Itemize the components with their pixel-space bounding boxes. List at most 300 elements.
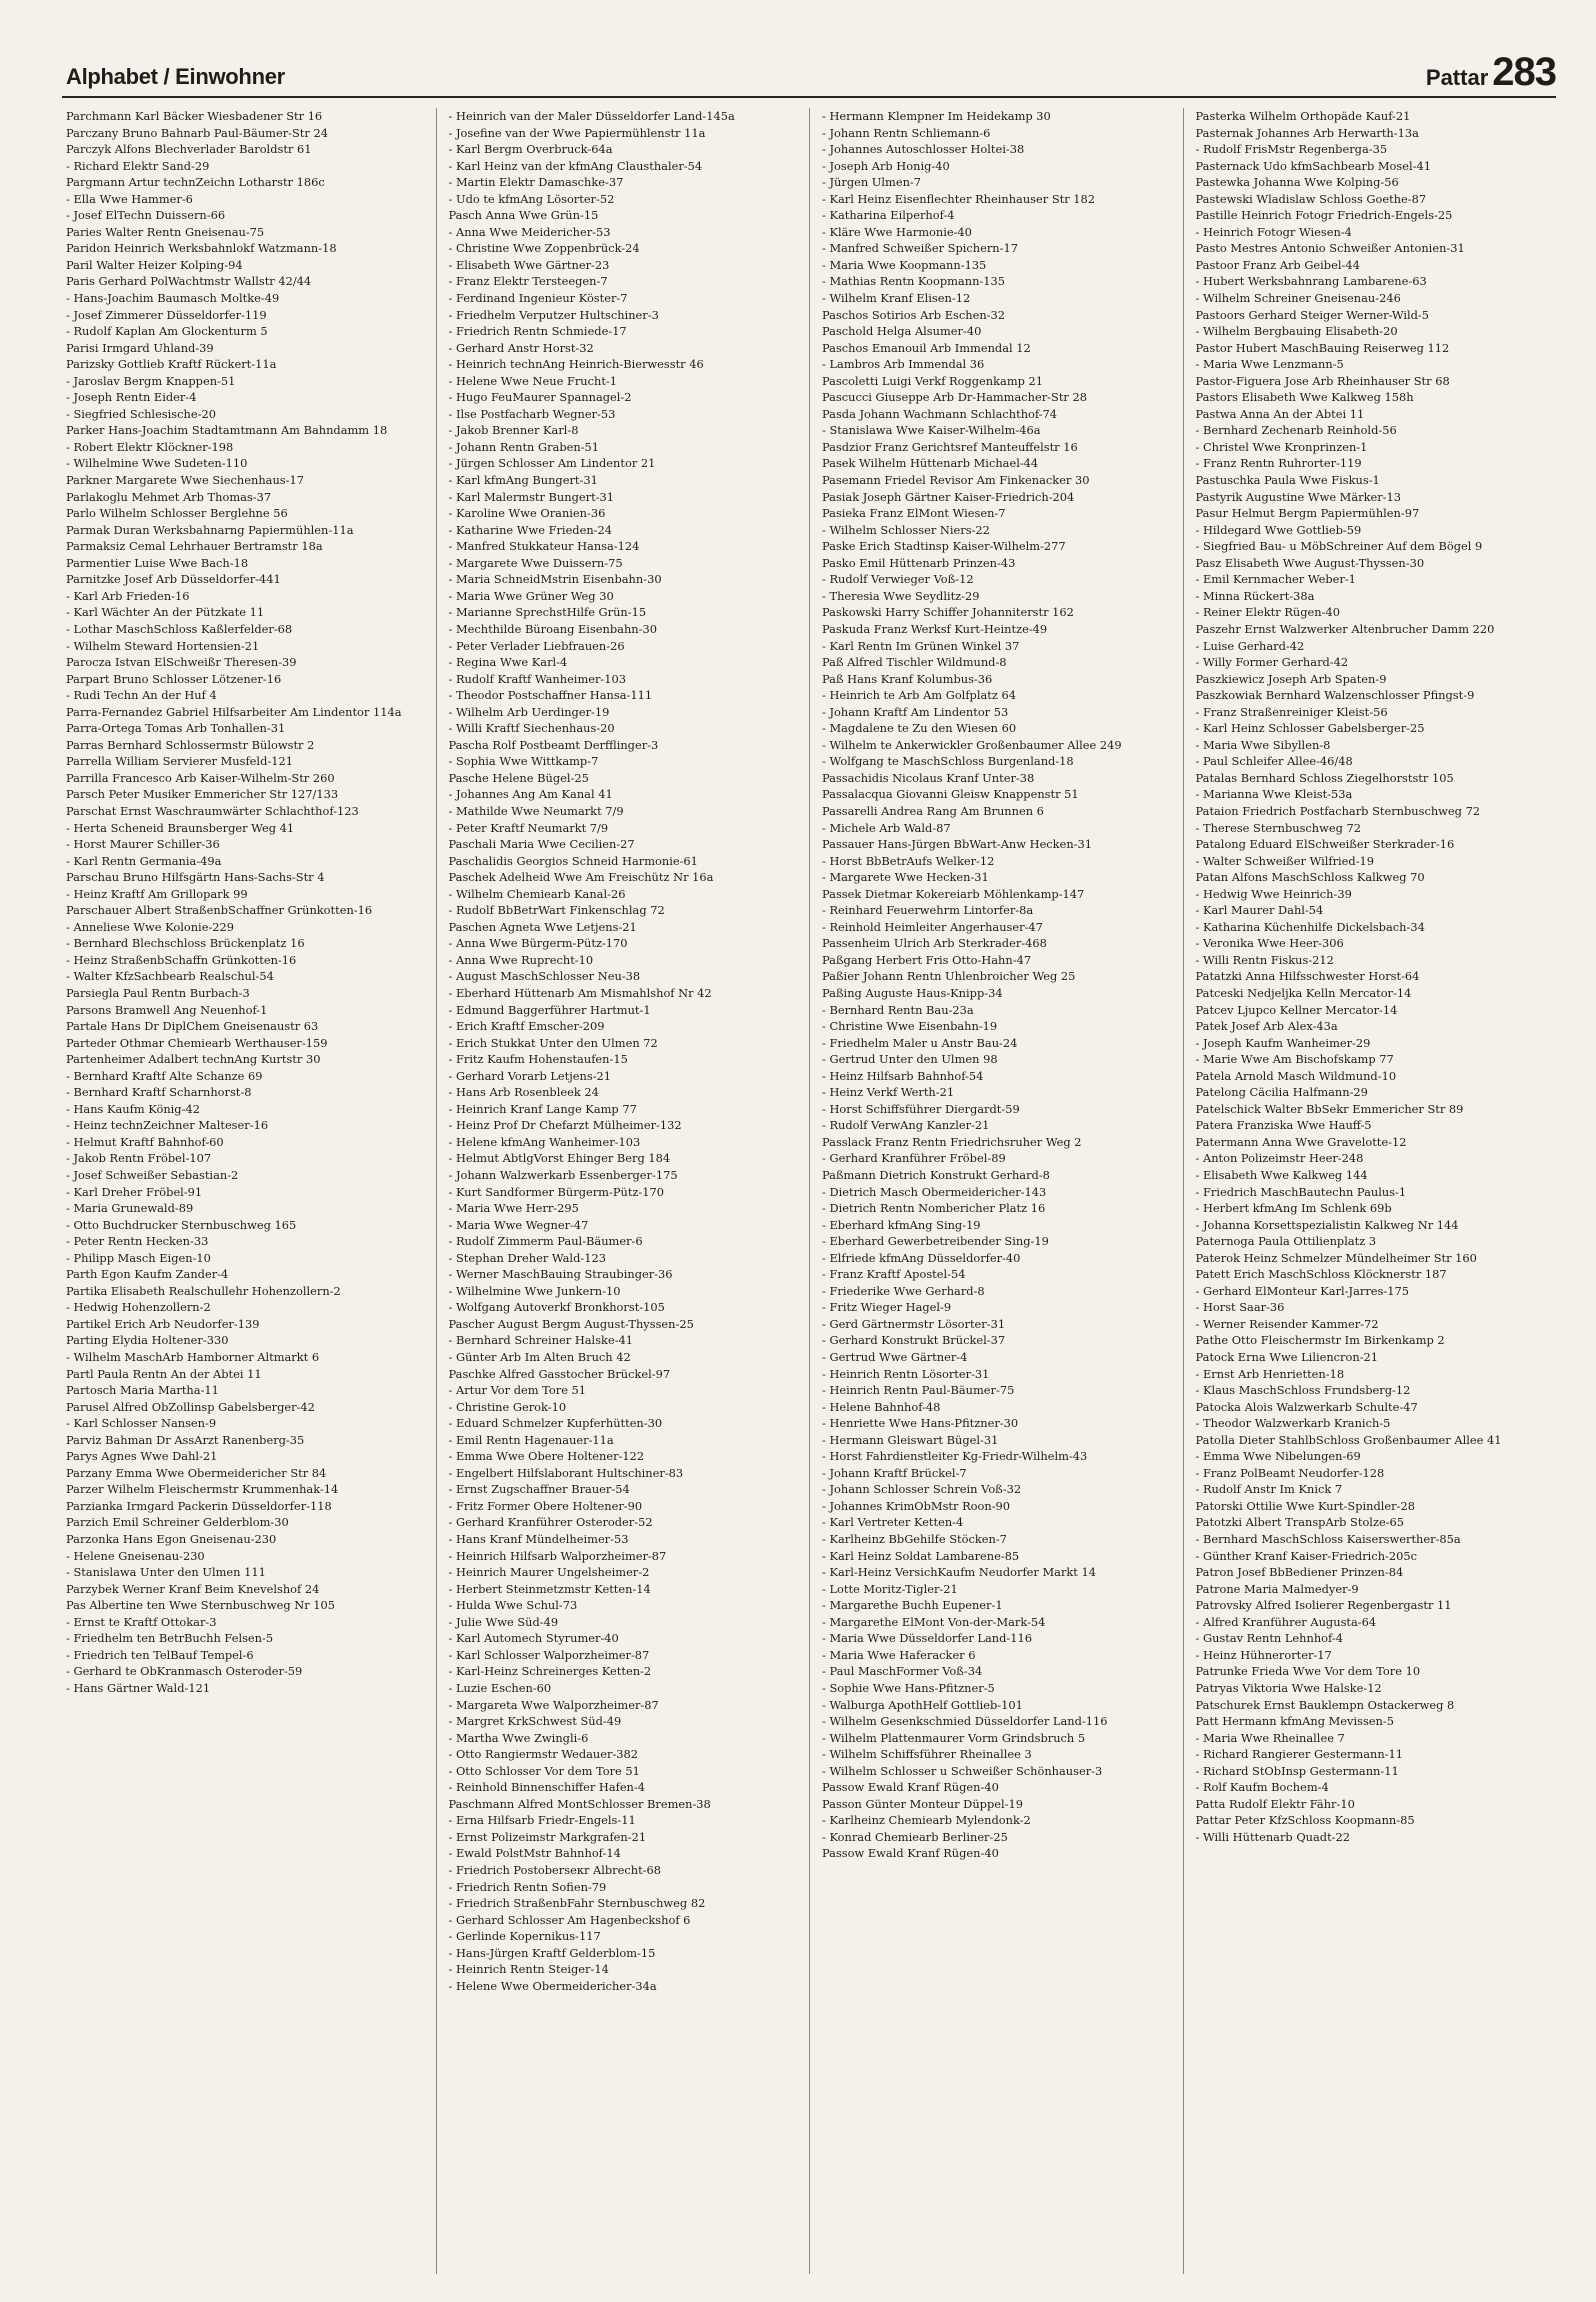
directory-entry: - Heinrich Maurer Ungelsheimer-2 (448, 1565, 650, 1580)
directory-entry: - Marie Wwe Am Bischofskamp 77 (1195, 1052, 1394, 1067)
directory-entry: - Elisabeth Wwe Gärtner-23 (448, 257, 610, 272)
directory-entry: Patotzki Albert TranspArb Stolze-65 (1195, 1515, 1405, 1530)
directory-entry: - Eberhard Hüttenarb Am Mismahlshof Nr 42 (448, 985, 712, 1000)
directory-entry: Pasemann Friedel Revisor Am Finkenacker 30 (822, 473, 1090, 488)
directory-entry: Pastille Heinrich Fotogr Friedrich-Engels-25 (1195, 208, 1453, 223)
directory-entry: - Christine Wwe Zoppenbrück-24 (448, 241, 640, 256)
directory-entry: - Katharina Küchenhilfe Dickelsbach-34 (1195, 919, 1425, 934)
directory-entry: Paske Erich Stadtinsp Kaiser-Wilhelm-277 (822, 539, 1066, 554)
directory-entry: Parusel Alfred ObZollinsp Gabelsberger-42 (66, 1399, 315, 1414)
directory-entry: - Horst Fahrdienstleiter Kg-Friedr-Wilhelm-43 (822, 1449, 1088, 1464)
directory-entry: - Theodor Walzwerkarb Kranich-5 (1195, 1416, 1391, 1431)
directory-entry: Patschurek Ernst Bauklempn Ostackerweg 8 (1195, 1697, 1455, 1712)
directory-entry: - Horst Saar-36 (1195, 1300, 1285, 1315)
directory-entry: - Heinz Kraftf Am Grillopark 99 (66, 886, 248, 901)
directory-entry: Parschau Bruno Hilfsgärtn Hans-Sachs-Str 4 (66, 870, 325, 885)
directory-entry: - Alfred Kranführer Augusta-64 (1195, 1614, 1377, 1629)
directory-entry: Pasiak Joseph Gärtner Kaiser-Friedrich-204 (822, 489, 1075, 504)
directory-entry: Parzybek Werner Kranf Beim Knevelshof 24 (66, 1581, 320, 1596)
directory-entry: Paßier Johann Rentn Uhlenbroicher Weg 25 (822, 969, 1076, 984)
directory-entry: - Heinrich Kranf Lange Kamp 77 (448, 1101, 637, 1116)
directory-entry: - Margareta Wwe Walporzheimer-87 (448, 1697, 659, 1712)
directory-entry: Pascha Rolf Postbeamt Derfflinger-3 (448, 737, 659, 752)
directory-entry: Pastewka Johanna Wwe Kolping-56 (1195, 175, 1399, 190)
directory-entry: - Reinhold Heimleiter Angerhauser-47 (822, 919, 1043, 934)
directory-entry: - Wilhelm Chemiearb Kanal-26 (448, 886, 626, 901)
directory-entry: Passon Günter Monteur Düppel-19 (822, 1796, 1023, 1811)
directory-entry: - Luise Gerhard-42 (1195, 638, 1305, 653)
directory-entry: - Gerhard Konstrukt Brückel-37 (822, 1333, 1006, 1348)
directory-entry: - Johann Kraftf Am Lindentor 53 (822, 704, 1009, 719)
directory-entry: - Stephan Dreher Wald-123 (448, 1250, 606, 1265)
directory-entry: - Maria Grunewald-89 (66, 1201, 194, 1216)
directory-entry: - Maria Wwe Lenzmann-5 (1195, 357, 1344, 372)
directory-entry: Pastoor Franz Arb Geibel-44 (1195, 257, 1360, 272)
directory-entry: - Wilhelm Steward Hortensien-21 (66, 638, 260, 653)
directory-entry: Paszehr Ernst Walzwerker Altenbrucher Damm 220 (1195, 621, 1495, 636)
directory-entry: - Helmut Kraftf Bahnhof-60 (66, 1134, 224, 1149)
directory-entry: - August MaschSchlosser Neu-38 (448, 969, 641, 984)
directory-entry: Parra-Fernandez Gabriel Hilfsarbeiter Am Lindentor 114a (66, 704, 402, 719)
directory-entry: Paridon Heinrich Werksbahnlokf Watzmann-18 (66, 241, 337, 256)
directory-entry: - Walter Schweißer Wilfried-19 (1195, 853, 1375, 868)
directory-entry: Pastwa Anna An der Abtei 11 (1195, 406, 1365, 421)
running-head-name: Pattar (1425, 65, 1489, 90)
directory-entry: - Hans Kranf Mündelheimer-53 (448, 1532, 629, 1547)
directory-entry: - Heinz Hühnerorter-17 (1195, 1647, 1332, 1662)
directory-entry: Pascucci Giuseppe Arb Dr-Hammacher-Str 28 (822, 390, 1087, 405)
directory-entry: Passow Ewald Kranf Rügen-40 (822, 1780, 999, 1795)
directory-entry: Paschold Helga Alsumer-40 (822, 324, 982, 339)
directory-entry: - Hans-Joachim Baumasch Moltke-49 (66, 291, 280, 306)
directory-entry: Pasz Elisabeth Wwe August-Thyssen-30 (1195, 555, 1425, 570)
directory-entry: - Konrad Chemiearb Berliner-25 (822, 1829, 1008, 1844)
page-header-right (1426, 50, 1556, 95)
header-rule (62, 96, 1556, 98)
directory-entry: Paschali Maria Wwe Cecilien-27 (448, 837, 635, 852)
directory-entry: - Ernst te Kraftf Ottokar-3 (66, 1614, 217, 1629)
directory-entry: - Helmut AbtlgVorst Ehinger Berg 184 (448, 1151, 671, 1166)
directory-entry: Parmentier Luise Wwe Bach-18 (66, 555, 249, 570)
directory-entry: - Bernhard Zechenarb Reinhold-56 (1195, 423, 1397, 438)
directory-entry: Patan Alfons MaschSchloss Kalkweg 70 (1195, 870, 1425, 885)
directory-entry: - Johannes Autoschlosser Holtei-38 (822, 142, 1025, 157)
directory-entry: Pastoors Gerhard Steiger Werner-Wild-5 (1195, 307, 1430, 322)
directory-entry: - Stanislawa Wwe Kaiser-Wilhelm-46a (822, 423, 1041, 438)
directory-entry: - Wilhelm Schiffsführer Rheinallee 3 (822, 1747, 1032, 1762)
directory-entry: Parys Agnes Wwe Dahl-21 (66, 1449, 218, 1464)
directory-entry: - Helene Gneisenau-230 (66, 1548, 205, 1563)
directory-entry: - Katharine Wwe Frieden-24 (448, 522, 613, 537)
directory-entry: - Heinrich Hilfsarb Walporzheimer-87 (448, 1548, 667, 1563)
directory-entry: - Horst BbBetrAufs Welker-12 (822, 853, 995, 868)
directory-entry: - Mathilde Wwe Neumarkt 7/9 (448, 803, 624, 818)
directory-columns (62, 108, 1556, 2274)
directory-entry: - Anton Polizeimstr Heer-248 (1195, 1151, 1364, 1166)
directory-entry: - Karl kfmAng Bungert-31 (448, 473, 598, 488)
directory-entry: Patta Rudolf Elektr Fähr-10 (1195, 1796, 1355, 1811)
directory-entry: - Wilhelm Schlosser u Schweißer Schönhauser-3 (822, 1763, 1103, 1778)
section-title: Alphabet / Einwohner (66, 64, 285, 89)
directory-entry: Parviz Bahman Dr AssArzt Ranenberg-35 (66, 1432, 305, 1447)
directory-entry: Patt Hermann kfmAng Mevissen-5 (1195, 1714, 1394, 1729)
directory-entry: - Wilhelmine Wwe Sudeten-110 (66, 456, 248, 471)
directory-entry: - Herta Scheneid Braunsberger Weg 41 (66, 820, 295, 835)
directory-entry: - Wilhelm Gesenkschmied Düsseldorfer Land-116 (822, 1714, 1108, 1729)
directory-entry: - Bernhard Schreiner Halske-41 (448, 1333, 634, 1348)
directory-entry: - Udo te kfmAng Lösorter-52 (448, 191, 615, 206)
directory-entry: - Lothar MaschSchloss Kaßlerfelder-68 (66, 621, 293, 636)
directory-entry: - Karl Schlosser Nansen-9 (66, 1416, 217, 1431)
directory-entry: - Karl Rentn Germania-49a (66, 853, 222, 868)
directory-entry: - Willy Former Gerhard-42 (1195, 655, 1349, 670)
directory-entry: - Willi Rentn Fiskus-212 (1195, 952, 1334, 967)
directory-entry: Parpart Bruno Schlosser Lötzener-16 (66, 671, 282, 686)
directory-entry: Pasto Mestres Antonio Schweißer Antonien-31 (1195, 241, 1465, 256)
directory-entry: Passarelli Andrea Rang Am Brunnen 6 (822, 803, 1044, 818)
directory-entry: - Maria Wwe Koopmann-135 (822, 257, 987, 272)
directory-entry: Patrunke Frieda Wwe Vor dem Tore 10 (1195, 1664, 1421, 1679)
directory-entry: - Jürgen Schlosser Am Lindentor 21 (448, 456, 656, 471)
directory-entry: - Lambros Arb Immendal 36 (822, 357, 985, 372)
directory-entry: Parras Bernhard Schlossermstr Bülowstr 2 (66, 737, 315, 752)
directory-entry: - Ernst Arb Henrietten-18 (1195, 1366, 1345, 1381)
directory-entry: - Engelbert Hilfslaborant Hultschiner-83 (448, 1465, 684, 1480)
directory-entry: - Edmund Baggerführer Hartmut-1 (448, 1002, 651, 1017)
directory-entry: - Wilhelm Plattenmaurer Vorm Grindsbruch 5 (822, 1730, 1086, 1745)
directory-entry: Paß Hans Kranf Kolumbus-36 (822, 671, 993, 686)
directory-entry: - Margret KrkSchwest Süd-49 (448, 1714, 622, 1729)
directory-entry: Pargmann Artur technZeichn Lotharstr 186c (66, 175, 325, 190)
directory-entry: - Gerhard Vorarb Letjens-21 (448, 1068, 612, 1083)
directory-entry: Partikel Erich Arb Neudorfer-139 (66, 1316, 260, 1331)
directory-entry: - Sophia Wwe Wittkamp-7 (448, 754, 599, 769)
directory-entry: Parsons Bramwell Ang Neuenhof-1 (66, 1002, 268, 1017)
directory-entry: - Heinrich Fotogr Wiesen-4 (1195, 224, 1352, 239)
directory-entry: Pattar Peter KfzSchloss Koopmann-85 (1195, 1813, 1415, 1828)
directory-entry: Patelong Cäcilia Halfmann-29 (1195, 1085, 1368, 1100)
directory-entry: - Karl Wächter An der Pützkate 11 (66, 605, 265, 620)
directory-entry: - Eduard Schmelzer Kupferhütten-30 (448, 1416, 663, 1431)
directory-entry: - Emma Wwe Obere Holtener-122 (448, 1449, 645, 1464)
directory-entry: Parsch Peter Musiker Emmericher Str 127/133 (66, 787, 339, 802)
directory-entry: - Otto Buchdrucker Sternbuschweg 165 (66, 1217, 297, 1232)
directory-entry: - Joseph Arb Honig-40 (822, 158, 950, 173)
directory-entry: - Karl Heinz Soldat Lambarene-85 (822, 1548, 1020, 1563)
directory-entry: - Eberhard Gewerbetreibender Sing-19 (822, 1234, 1049, 1249)
directory-entry: - Bernhard Kraftf Alte Schanze 69 (66, 1068, 263, 1083)
directory-entry: - Josef Schweißer Sebastian-2 (66, 1168, 239, 1182)
directory-entry: Parzianka Irmgard Packerin Düsseldorfer-118 (66, 1498, 332, 1513)
directory-entry: - Karl Dreher Fröbel-91 (66, 1184, 203, 1199)
directory-entry: - Reinhold Binnenschiffer Hafen-4 (448, 1780, 645, 1795)
directory-entry: Patocka Alois Walzwerkarb Schulte-47 (1195, 1399, 1418, 1414)
directory-entry: Passalacqua Giovanni Gleisw Knappenstr 51 (822, 787, 1079, 802)
directory-entry: - Jürgen Ulmen-7 (822, 175, 922, 190)
directory-entry: - Walter KfzSachbearb Realschul-54 (66, 969, 274, 984)
directory-entry: Patelschick Walter BbSekr Emmericher Str 89 (1195, 1101, 1464, 1116)
directory-entry: - Rudolf Anstr Im Knick 7 (1195, 1482, 1343, 1497)
directory-entry: Paterok Heinz Schmelzer Mündelheimer Str 160 (1195, 1250, 1477, 1265)
directory-entry: - Franz Rentn Ruhrorter-119 (1195, 456, 1362, 471)
directory-entry: - Wilhelm Kranf Elisen-12 (822, 291, 971, 306)
directory-entry: - Magdalene te Zu den Wiesen 60 (822, 721, 1017, 736)
directory-entry: Parra-Ortega Tomas Arb Tonhallen-31 (66, 721, 286, 736)
directory-entry: Parmaksiz Cemal Lehrhauer Bertramstr 18a (66, 539, 323, 554)
directory-entry: - Fritz Wieger Hagel-9 (822, 1300, 952, 1315)
directory-entry: Parsiegla Paul Rentn Burbach-3 (66, 985, 250, 1000)
directory-entry: - Johann Rentn Graben-51 (448, 439, 600, 454)
directory-entry: Patalong Eduard ElSchweißer Sterkrader-16 (1195, 837, 1455, 852)
directory-entry: - Otto Schlosser Vor dem Tore 51 (448, 1763, 640, 1778)
directory-entry: Patrone Maria Malmedyer-9 (1195, 1581, 1359, 1596)
directory-entry: Paszkowiak Bernhard Walzenschlosser Pfingst-9 (1195, 688, 1475, 703)
directory-entry: Parrella William Servierer Musfeld-121 (66, 754, 293, 769)
directory-entry: - Wolfgang Autoverkf Bronkhorst-105 (448, 1300, 665, 1315)
directory-entry: - Johannes KrimObMstr Roon-90 (822, 1498, 1011, 1513)
directory-entry: - Karl Rentn Im Grünen Winkel 37 (822, 638, 1020, 653)
directory-entry: Pastyrik Augustine Wwe Märker-13 (1195, 489, 1402, 504)
directory-entry: - Joseph Kaufm Wanheimer-29 (1195, 1035, 1371, 1050)
directory-entry: Pastor-Figuera Jose Arb Rheinhauser Str 68 (1195, 373, 1450, 388)
directory-entry: Passlack Franz Rentn Friedrichsruher Weg 2 (822, 1134, 1082, 1149)
directory-entry: - Ferdinand Ingenieur Köster-7 (448, 291, 628, 306)
directory-entry: Parkner Margarete Wwe Siechenhaus-17 (66, 473, 304, 488)
directory-entry: - Josef Zimmerer Düsseldorfer-119 (66, 307, 267, 322)
directory-entry: Paris Gerhard PolWachtmstr Wallstr 42/44 (66, 274, 312, 289)
directory-entry: Passenheim Ulrich Arb Sterkrader-468 (822, 936, 1047, 951)
directory-entry: - Rudolf FrisMstr Regenberga-35 (1195, 142, 1388, 157)
directory-entry: - Helene Bahnhof-48 (822, 1399, 941, 1414)
directory-entry: - Franz Kraftf Apostel-54 (822, 1267, 966, 1282)
directory-entry: - Karl Vertreter Ketten-4 (822, 1515, 964, 1530)
directory-entry: - Sophie Wwe Hans-Pfitzner-5 (822, 1680, 995, 1695)
directory-entry: - Karl Bergm Overbruck-64a (448, 142, 613, 157)
directory-entry: - Heinrich Rentn Lösorter-31 (822, 1366, 990, 1381)
directory-entry: Patela Arnold Masch Wildmund-10 (1195, 1068, 1397, 1083)
directory-entry: - Jaroslav Bergm Knappen-51 (66, 373, 236, 388)
directory-entry: Parteder Othmar Chemiearb Werthauser-159 (66, 1035, 328, 1050)
directory-entry: - Maria Wwe Rheinallee 7 (1195, 1730, 1345, 1745)
directory-entry: - Karl Arb Frieden-16 (66, 588, 190, 603)
directory-entry: Patalas Bernhard Schloss Ziegelhorststr 105 (1195, 770, 1454, 785)
directory-entry: - Eberhard kfmAng Sing-19 (822, 1217, 981, 1232)
directory-entry: - Theresia Wwe Seydlitz-29 (822, 588, 980, 603)
directory-entry: Parmak Duran Werksbahnarng Papiermühlen-11a (66, 522, 354, 537)
directory-entry: - Minna Rückert-38a (1195, 588, 1315, 603)
directory-entry: - Ernst Polizeimstr Markgrafen-21 (448, 1829, 647, 1844)
directory-entry: - Anna Wwe Bürgerm-Pütz-170 (448, 936, 628, 951)
directory-entry: - Bernhard Blechschloss Brückenplatz 16 (66, 936, 305, 951)
directory-entry: Patolla Dieter StahlbSchloss Großenbaumer Allee 41 (1195, 1432, 1502, 1447)
directory-entry: - Jakob Rentn Fröbel-107 (66, 1151, 212, 1166)
directory-entry: Paschke Alfred Gasstocher Brückel-97 (448, 1366, 671, 1381)
directory-entry: - Joseph Rentn Eider-4 (66, 390, 197, 405)
directory-entry: - Paul MaschFormer Voß-34 (822, 1664, 983, 1679)
directory-entry: - Siegfried Schlesische-20 (66, 406, 216, 421)
directory-entry: Pasek Wilhelm Hüttenarb Michael-44 (822, 456, 1039, 471)
directory-entry: - Karl-Heinz VersichKaufm Neudorfer Markt 14 (822, 1565, 1096, 1580)
directory-entry: - Karl Maurer Dahl-54 (1195, 903, 1324, 918)
directory-entry: - Helene kfmAng Wanheimer-103 (448, 1134, 641, 1149)
directory-entry: Pasieka Franz ElMont Wiesen-7 (822, 506, 1006, 521)
directory-entry: Pasternack Udo kfmSachbearb Mosel-41 (1195, 158, 1431, 173)
directory-entry: - Paul Schleifer Allee-46/48 (1195, 754, 1353, 769)
directory-entry: - Lotte Moritz-Tigler-21 (822, 1581, 958, 1596)
directory-entry: - Gerhard Kranführer Fröbel-89 (822, 1151, 1006, 1166)
directory-entry: Paschalidis Georgios Schneid Harmonie-61 (448, 853, 698, 868)
directory-entry: Pasdzior Franz Gerichtsref Manteuffelstr 16 (822, 439, 1078, 454)
directory-entry: Parlakoglu Mehmet Arb Thomas-37 (66, 489, 272, 504)
directory-entry: - Gustav Rentn Lehnhof-4 (1195, 1631, 1343, 1646)
directory-entry: Pastuschka Paula Wwe Fiskus-1 (1195, 473, 1380, 488)
directory-entry: Patek Josef Arb Alex-43a (1195, 1019, 1338, 1034)
directory-entry: - Stanislawa Unter den Ulmen 111 (66, 1565, 266, 1580)
directory-entry: - Emil Kernmacher Weber-1 (1195, 572, 1356, 587)
directory-entry: - Gerhard ElMonteur Karl-Jarres-175 (1195, 1283, 1409, 1298)
directory-entry: - Josefine van der Wwe Papiermühlenstr 11a (448, 125, 706, 140)
directory-entry: Parczyk Alfons Blechverlader Baroldstr 61 (66, 142, 312, 157)
directory-entry: Parth Egon Kaufm Zander-4 (66, 1267, 229, 1282)
directory-entry: - Rudolf Verwieger Voß-12 (822, 572, 974, 587)
directory-entry: - Veronika Wwe Heer-306 (1195, 936, 1344, 951)
directory-entry: - Wilhelm Schlosser Niers-22 (822, 522, 990, 537)
directory-entry: - Rudolf BbBetrWart Finkenschlag 72 (448, 903, 665, 918)
directory-entry: Parizsky Gottlieb Kraftf Rückert-11a (66, 357, 277, 372)
directory-entry: - Erna Hilfsarb Friedr-Engels-11 (448, 1813, 636, 1828)
directory-entry: Pasda Johann Wachmann Schlachthof-74 (822, 406, 1058, 421)
directory-entry: - Richard StObInsp Gestermann-11 (1195, 1763, 1399, 1778)
directory-entry: Paßing Auguste Haus-Knipp-34 (822, 985, 1003, 1000)
directory-entry: - Friedhelm ten BetrBuchh Felsen-5 (66, 1631, 274, 1646)
directory-entry: Pascher August Bergm August-Thyssen-25 (448, 1316, 694, 1331)
directory-entry: - Otto Rangiermstr Wedauer-382 (448, 1747, 639, 1762)
directory-entry: - Friedrich StraßenbFahr Sternbuschweg 82 (448, 1896, 706, 1911)
directory-entry: - Werner Reisender Kammer-72 (1195, 1316, 1379, 1331)
directory-entry: Parzich Emil Schreiner Gelderblom-30 (66, 1515, 289, 1530)
directory-entry: Paschek Adelheid Wwe Am Freischütz Nr 16a (448, 870, 714, 885)
directory-entry: - Bernhard Kraftf Scharnhorst-8 (66, 1085, 252, 1100)
directory-entry: Paskowski Harry Schiffer Johanniterstr 162 (822, 605, 1074, 620)
directory-entry: Parocza Istvan ElSchweißr Theresen-39 (66, 655, 297, 670)
directory-entry: - Maria Wwe Haferacker 6 (822, 1647, 976, 1662)
directory-entry: Parschauer Albert StraßenbSchaffner Grünkotten-16 (66, 903, 373, 918)
directory-entry: - Gerhard Anstr Horst-32 (448, 340, 594, 355)
directory-entry: Pastewski Wladislaw Schloss Goethe-87 (1195, 191, 1427, 206)
directory-entry: Parschat Ernst Waschraumwärter Schlachthof-123 (66, 803, 359, 818)
directory-entry: - Hedwig Hohenzollern-2 (66, 1300, 211, 1315)
directory-entry: Pataion Friedrich Postfacharb Sternbuschweg 72 (1195, 803, 1481, 818)
directory-entry: - Karl Malermstr Bungert-31 (448, 489, 614, 504)
directory-entry: - Werner MaschBauing Straubinger-36 (448, 1267, 673, 1282)
directory-entry: - Gerhard Kranführer Osteroder-52 (448, 1515, 653, 1530)
directory-entry: - Friedrich ten TelBauf Tempel-6 (66, 1647, 254, 1662)
directory-entry: Paschmann Alfred MontSchlosser Bremen-38 (448, 1796, 711, 1811)
directory-entry: - Mathias Rentn Koopmann-135 (822, 274, 1005, 289)
directory-entry: - Karl Heinz Eisenflechter Rheinhauser Str 182 (822, 191, 1096, 206)
directory-entry: - Anna Wwe Meidericher-53 (448, 224, 611, 239)
directory-entry: - Wilhelm Arb Uerdinger-19 (448, 704, 610, 719)
directory-entry: - Manfred Stukkateur Hansa-124 (448, 539, 640, 554)
directory-entry: - Emma Wwe Nibelungen-69 (1195, 1449, 1361, 1464)
directory-entry: - Karl Schlosser Walporzheimer-87 (448, 1647, 650, 1662)
directory-entry: - Friederike Wwe Gerhard-8 (822, 1283, 985, 1298)
directory-entry: - Hans Kaufm König-42 (66, 1101, 200, 1116)
directory-entry: - Martin Elektr Damaschke-37 (448, 175, 624, 190)
directory-entry: - Reinhard Feuerwehrm Lintorfer-8a (822, 903, 1034, 918)
directory-entry: - Maria Wwe Sibyllen-8 (1195, 737, 1331, 752)
directory-entry: - Anna Wwe Ruprecht-10 (448, 952, 594, 967)
directory-entry: - Johannes Ang Am Kanal 41 (448, 787, 613, 802)
directory-entry: Pasur Helmut Bergm Papiermühlen-97 (1195, 506, 1420, 521)
directory-entry: - Peter Verlader Liebfrauen-26 (448, 638, 625, 653)
directory-entry: - Martha Wwe Zwingli-6 (448, 1730, 589, 1745)
directory-entry: Pas Albertine ten Wwe Sternbuschweg Nr 105 (66, 1598, 336, 1613)
directory-entry: - Wilhelmine Wwe Junkern-10 (448, 1283, 621, 1298)
directory-entry: - Emil Rentn Hagenauer-11a (448, 1432, 614, 1447)
directory-entry: - Elfriede kfmAng Düsseldorfer-40 (822, 1250, 1021, 1265)
directory-entry: - Heinrich van der Maler Düsseldorfer Land-145a (448, 109, 735, 123)
directory-entry: - Johann Kraftf Brückel-7 (822, 1465, 967, 1480)
directory-entry: Paschos Sotirios Arb Eschen-32 (822, 307, 1006, 322)
directory-entry: Patryas Viktoria Wwe Halske-12 (1195, 1680, 1382, 1695)
directory-entry: Pastor Hubert MaschBauing Reiserweg 112 (1195, 340, 1450, 355)
directory-entry: - Marianne SprechstHilfe Grün-15 (448, 605, 647, 620)
page-number: 283 (1492, 50, 1556, 94)
directory-entry: - Helene Wwe Neue Frucht-1 (448, 373, 618, 388)
directory-entry: Patatzki Anna Hilfsschwester Horst-64 (1195, 969, 1420, 984)
directory-entry: - Hulda Wwe Schul-73 (448, 1598, 578, 1613)
directory-entry: - Kläre Wwe Harmonie-40 (822, 224, 972, 239)
directory-entry: - Wilhelm te Ankerwickler Großenbaumer Allee 249 (822, 737, 1122, 752)
directory-entry: Partl Paula Rentn An der Abtei 11 (66, 1366, 262, 1381)
directory-entry: - Friedhelm Verputzer Hultschiner-3 (448, 307, 659, 322)
directory-entry: Parisi Irmgard Uhland-39 (66, 340, 214, 355)
directory-entry: Pasche Helene Bügel-25 (448, 770, 589, 785)
directory-entry: Parzany Emma Wwe Obermeidericher Str 84 (66, 1465, 327, 1480)
column-1 (62, 108, 436, 2274)
directory-entry: - Klaus MaschSchloss Frundsberg-12 (1195, 1383, 1411, 1398)
directory-entry: - Christel Wwe Kronprinzen-1 (1195, 439, 1368, 454)
directory-entry: - Heinrich te Arb Am Golfplatz 64 (822, 688, 1016, 703)
directory-entry: Pasko Emil Hüttenarb Prinzen-43 (822, 555, 1016, 570)
directory-entry: Patera Franziska Wwe Hauff-5 (1195, 1118, 1372, 1133)
directory-entry: Parczany Bruno Bahnarb Paul-Bäumer-Str 24 (66, 125, 328, 140)
directory-entry: - Maria Wwe Wegner-47 (448, 1217, 589, 1232)
directory-entry: - Theodor Postschaffner Hansa-111 (448, 688, 653, 703)
directory-entry: Passachidis Nicolaus Kranf Unter-38 (822, 770, 1035, 785)
directory-entry: - Manfred Schweißer Spichern-17 (822, 241, 1018, 256)
directory-entry: - Maria SchneidMstrin Eisenbahn-30 (448, 572, 662, 587)
directory-entry: - Karl Heinz Schlosser Gabelsberger-25 (1195, 721, 1425, 736)
directory-entry: - Artur Vor dem Tore 51 (448, 1383, 587, 1398)
directory-entry: - Rudi Techn An der Huf 4 (66, 688, 217, 703)
directory-entry: - Josef ElTechn Duissern-66 (66, 208, 226, 223)
directory-entry: - Reiner Elektr Rügen-40 (1195, 605, 1340, 620)
directory-entry: - Karlheinz BbGehilfe Stöcken-7 (822, 1532, 1007, 1547)
directory-entry: - Margarete Wwe Hecken-31 (822, 870, 989, 885)
directory-entry: Patermann Anna Wwe Gravelotte-12 (1195, 1134, 1407, 1149)
directory-entry: - Kurt Sandformer Bürgerm-Pütz-170 (448, 1184, 665, 1199)
directory-entry: Pasternak Johannes Arb Herwarth-13a (1195, 125, 1419, 140)
directory-entry: - Johann Rentn Schliemann-6 (822, 125, 991, 140)
directory-entry: Paszkiewicz Joseph Arb Spaten-9 (1195, 671, 1387, 686)
directory-entry: - Karlheinz Chemiearb Mylendonk-2 (822, 1813, 1031, 1828)
directory-entry: - Maria Wwe Düsseldorfer Land-116 (822, 1631, 1032, 1646)
directory-entry: - Johann Schlosser Schrein Voß-32 (822, 1482, 1022, 1497)
directory-entry: Pathe Otto Fleischermstr Im Birkenkamp 2 (1195, 1333, 1445, 1348)
directory-entry: - Siegfried Bau- u MöbSchreiner Auf dem Bögel 9 (1195, 539, 1483, 554)
